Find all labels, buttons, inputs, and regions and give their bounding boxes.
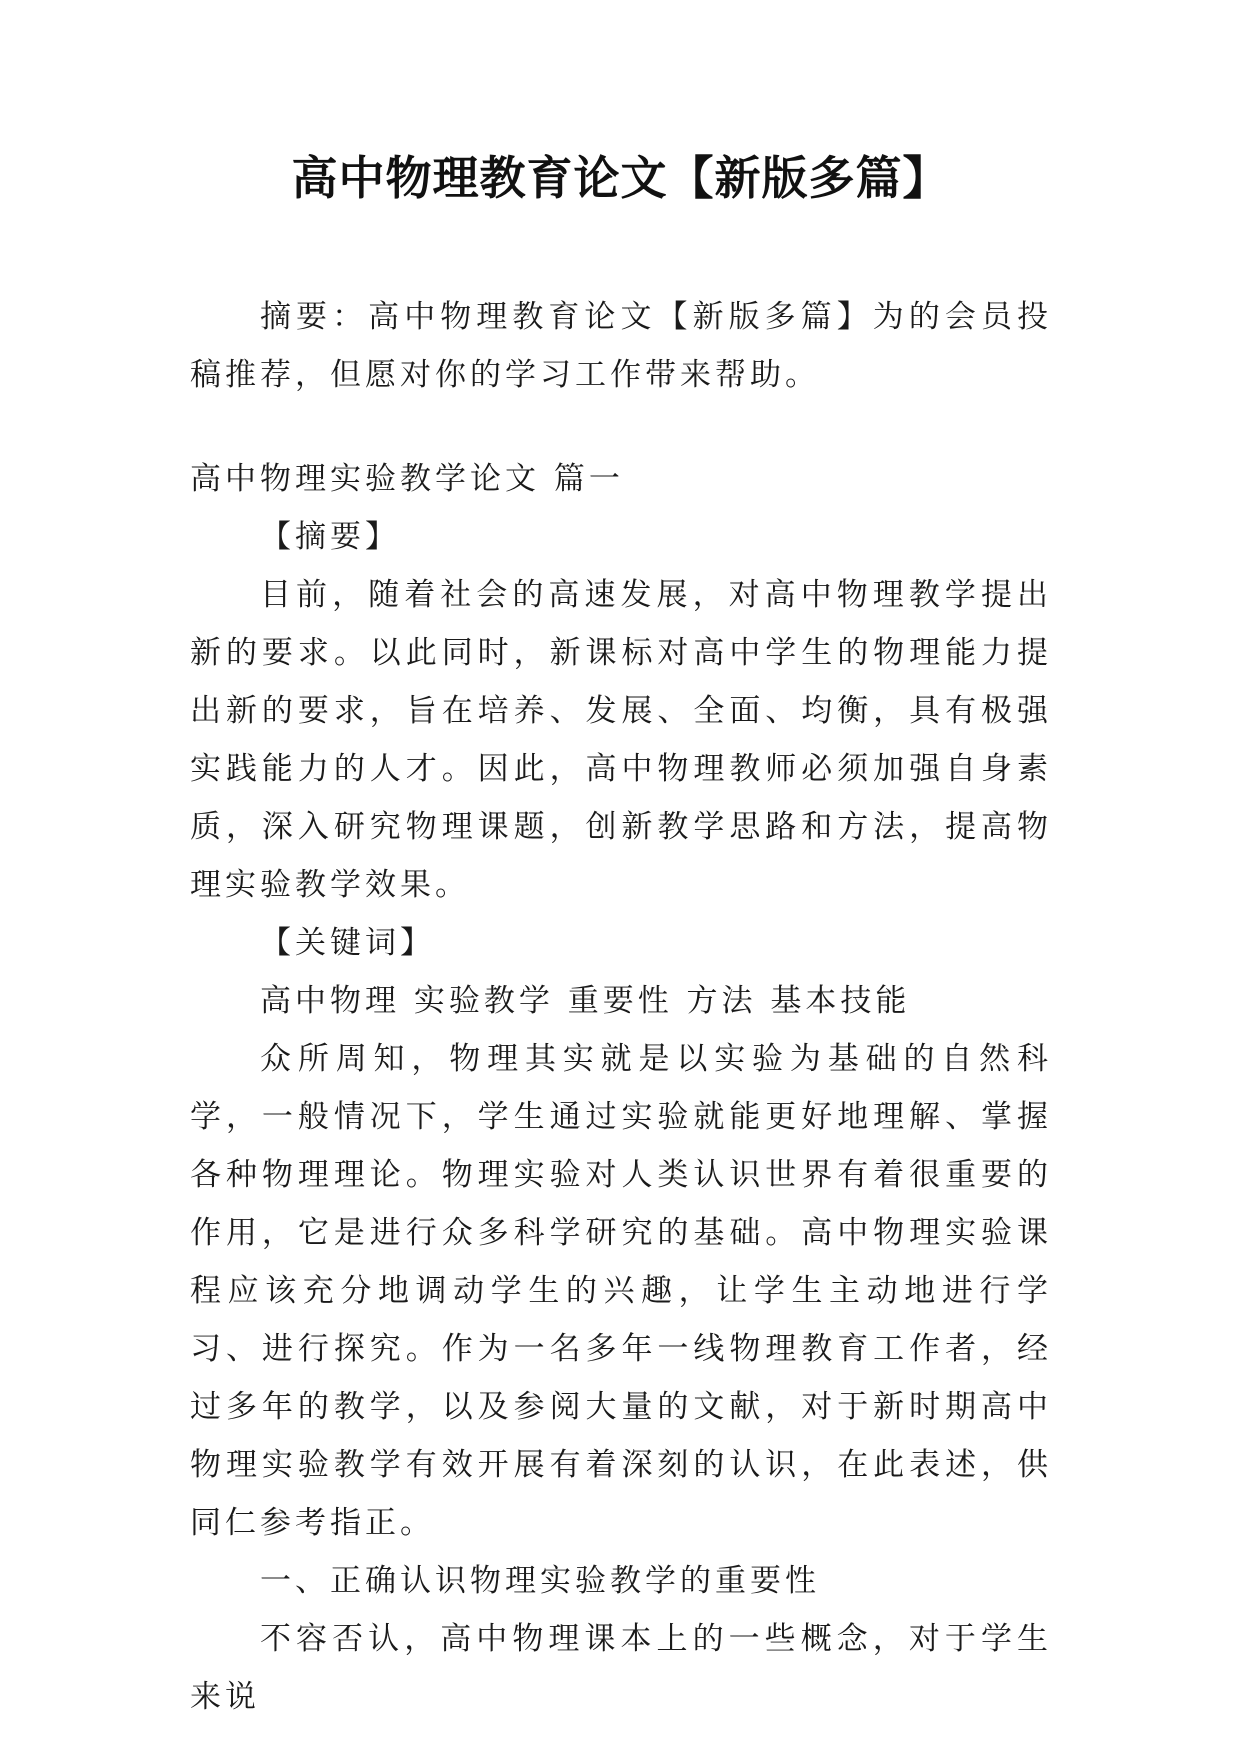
document-body <box>190 288 1052 1726</box>
abstract-paragraph: 目前，随着社会的高速发展，对高中物理教学提出新的要求。以此同时，新课标对高中学生的物理能力提出新的要求，旨在培养、发展、全面、均衡，具有极强实践能力的人才。因此，高中物理教师必须加强自身素质，深入研究物理课题，创新教学思路和方法，提高物理实验教学效果。 <box>190 577 1052 903</box>
document-title: 高中物理教育论文【新版多篇】 <box>291 151 950 205</box>
keywords-label: 【关键词】 <box>260 925 435 961</box>
body-paragraph: 不容否认，高中物理课本上的一些概念，对于学生来说 <box>190 1621 1052 1715</box>
summary-paragraph: 摘要：高中物理教育论文【新版多篇】为的会员投稿推荐，但愿对你的学习工作带来帮助。 <box>190 299 1052 393</box>
abstract-label: 【摘要】 <box>260 519 400 555</box>
body-paragraph: 众所周知，物理其实就是以实验为基础的自然科学，一般情况下，学生通过实验就能更好地理解、掌握各种物理理论。物理实验对人类认识世界有着很重要的作用，它是进行众多科学研究的基础。高中物理实验课程应该充分地调动学生的兴趣，让学生主动地进行学习、进行探究。作为一名多年一线物理教育工作者，经过多年的教学，以及参阅大量的文献，对于新时期高中物理实验教学有效开展有着深刻的认识，在此表述，供同仁参考指正。 <box>190 1041 1052 1541</box>
subheading: 一、正确认识物理实验教学的重要性 <box>260 1563 820 1599</box>
section-title: 高中物理实验教学论文 篇一 <box>190 461 624 497</box>
keywords-paragraph: 高中物理 实验教学 重要性 方法 基本技能 <box>260 983 911 1019</box>
